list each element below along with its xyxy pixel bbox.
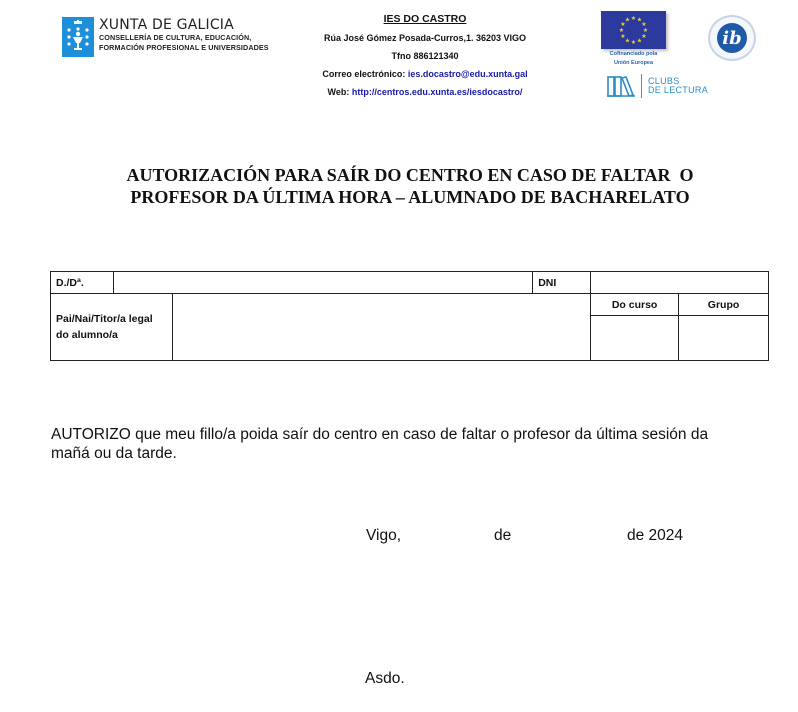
svg-text:★: ★: [624, 37, 631, 45]
xunta-subtitle-1: CONSELLERÍA DE CULTURA, EDUCACIÓN,: [99, 33, 252, 42]
clubs-line-2: DE LECTURA: [648, 85, 709, 95]
svg-text:★: ★: [618, 27, 625, 34]
name-label: D./Dª.: [51, 272, 114, 294]
dni-label: DNI: [533, 272, 591, 294]
school-name: IES DO CASTRO: [383, 13, 467, 25]
svg-text:★: ★: [624, 16, 631, 24]
eu-flag-icon: [601, 11, 666, 49]
eu-caption-2: Unión Europea: [613, 60, 654, 66]
eu-caption-1: Cofinanciado pola: [609, 51, 658, 57]
name-field[interactable]: [113, 272, 532, 294]
authorization-text: AUTORIZO que meu fillo/a poida saír do centro en caso de faltar o profesor da última sesión da mañá ou da tarde.: [51, 426, 709, 462]
group-label: Grupo: [679, 294, 769, 316]
clubs-de-lectura-logo: [607, 74, 708, 98]
date-city: Vigo,: [366, 527, 402, 544]
relation-label: Pai/Nai/Titor/a legal do alumno/a: [51, 294, 173, 361]
signature-label: Asdo.: [365, 670, 405, 687]
course-field[interactable]: [591, 316, 679, 361]
eu-logo: [601, 11, 666, 67]
date-year: de 2024: [627, 527, 684, 544]
course-label: Do curso: [591, 294, 679, 316]
svg-text:★: ★: [641, 21, 647, 28]
web-link[interactable]: http://centros.edu.xunta.es/iesdocastro/: [351, 87, 523, 97]
authorization-form-table: [50, 271, 769, 361]
school-email-line: [300, 68, 550, 80]
dni-field[interactable]: [591, 272, 769, 294]
school-info: [300, 13, 550, 104]
title-line-2: PROFESOR DA ÚLTIMA HORA – ALUMNADO DE BACHARELATO: [130, 187, 690, 207]
ib-logo: [708, 15, 756, 61]
school-address: Rúa José Gómez Posada-Curros,1. 36203 VIGO: [323, 33, 527, 43]
school-web-line: [300, 86, 550, 98]
svg-text:★: ★: [630, 39, 637, 46]
email-label: Correo electrónico:: [322, 69, 408, 79]
school-phone: Tfno 886121340: [391, 51, 459, 61]
svg-text:★: ★: [620, 21, 626, 28]
svg-text:★: ★: [636, 37, 643, 45]
svg-text:★: ★: [641, 33, 647, 40]
svg-text:★: ★: [620, 33, 626, 40]
svg-text:★: ★: [636, 16, 643, 24]
svg-text:★: ★: [630, 15, 637, 22]
email-link[interactable]: ies.docastro@edu.xunta.gal: [407, 69, 528, 79]
books-icon: [607, 75, 635, 97]
date-de: de: [494, 527, 512, 544]
web-label: Web:: [327, 87, 352, 97]
xunta-title: XUNTA DE GALICIA: [99, 17, 234, 33]
student-field[interactable]: [172, 294, 590, 361]
xunta-logo: [62, 17, 269, 57]
ib-logo-icon: ib: [717, 23, 747, 53]
clubs-separator: [641, 74, 642, 98]
clubs-line-1: CLUBS: [648, 75, 680, 86]
xunta-subtitle-2: FORMACIÓN PROFESIONAL E UNIVERSIDADES: [99, 43, 269, 52]
title-line-1: AUTORIZACIÓN PARA SAÍR DO CENTRO EN CASO DE FALTAR O: [126, 165, 694, 185]
group-field[interactable]: [679, 316, 769, 361]
xunta-emblem-icon: [62, 17, 94, 57]
document-title: [60, 164, 760, 208]
svg-text:★: ★: [642, 27, 649, 34]
